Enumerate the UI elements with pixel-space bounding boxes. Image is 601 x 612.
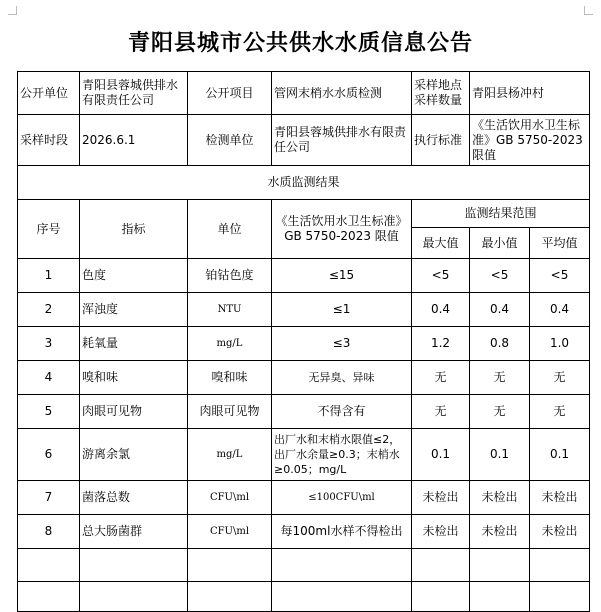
empty-cell (412, 549, 470, 582)
test-unit-value: 青阳县蓉城供排水有限责任公司 (272, 115, 412, 166)
row-min: 无 (470, 395, 530, 429)
page-title: 青阳县城市公共供水水质信息公告 (127, 31, 473, 56)
empty-cell (80, 582, 188, 612)
header-min: 最小值 (470, 228, 530, 259)
row-limit: ≤100CFU\ml (272, 481, 412, 515)
row-min: 未检出 (470, 481, 530, 515)
row-max: 无 (412, 361, 470, 395)
disclosure-unit-label: 公开单位 (18, 72, 80, 115)
empty-row (18, 582, 590, 612)
sampling-time-label: 采样时段 (18, 115, 80, 166)
header-no: 序号 (18, 200, 80, 259)
row-indicator: 浑浊度 (80, 293, 188, 327)
empty-cell (530, 582, 590, 612)
section-title: 水质监测结果 (18, 166, 590, 200)
row-max: 1.2 (412, 327, 470, 361)
row-limit: 无异臭、异味 (272, 361, 412, 395)
row-avg: <5 (530, 259, 590, 293)
row-no: 6 (18, 429, 80, 481)
sample-site-value: 青阳县杨冲村 (470, 72, 590, 115)
row-unit: CFU\ml (188, 515, 272, 549)
empty-cell (272, 582, 412, 612)
sampling-time-value: 2026.6.1 (80, 115, 188, 166)
row-avg: 未检出 (530, 515, 590, 549)
row-avg: 1.0 (530, 327, 590, 361)
row-limit: ≤15 (272, 259, 412, 293)
empty-cell (470, 582, 530, 612)
row-max: 0.1 (412, 429, 470, 481)
row-limit: ≤3 (272, 327, 412, 361)
row-unit: NTU (188, 293, 272, 327)
empty-cell (18, 549, 80, 582)
table-row (18, 395, 590, 429)
row-avg: 无 (530, 395, 590, 429)
row-limit: ≤1 (272, 293, 412, 327)
standard-value: 《生活饮用水卫生标准》GB 5750-2023 限值 (470, 115, 590, 166)
info-row (18, 72, 590, 115)
row-max: 未检出 (412, 481, 470, 515)
row-unit: 肉眼可见物 (188, 395, 272, 429)
row-max: 0.4 (412, 293, 470, 327)
row-avg: 未检出 (530, 481, 590, 515)
empty-cell (412, 582, 470, 612)
row-no: 1 (18, 259, 80, 293)
project-value: 管网末梢水水质检测 (272, 72, 412, 115)
row-avg: 0.1 (530, 429, 590, 481)
page-corner-mark (8, 6, 17, 15)
table-row (18, 327, 590, 361)
row-no: 5 (18, 395, 80, 429)
empty-cell (272, 549, 412, 582)
row-unit: mg/L (188, 429, 272, 481)
table-row (18, 481, 590, 515)
row-indicator: 耗氧量 (80, 327, 188, 361)
table-row (18, 429, 590, 481)
table-row (18, 361, 590, 395)
empty-cell (80, 549, 188, 582)
project-label: 公开项目 (188, 72, 272, 115)
row-indicator: 菌落总数 (80, 481, 188, 515)
header-avg: 平均值 (530, 228, 590, 259)
header-row (18, 200, 590, 228)
row-unit: CFU\ml (188, 481, 272, 515)
table-row (18, 293, 590, 327)
row-max: <5 (412, 259, 470, 293)
row-min: 0.1 (470, 429, 530, 481)
empty-row (18, 549, 590, 582)
header-range: 监测结果范围 (412, 200, 590, 228)
row-no: 3 (18, 327, 80, 361)
row-limit: 不得含有 (272, 395, 412, 429)
row-avg: 0.4 (530, 293, 590, 327)
row-max: 无 (412, 395, 470, 429)
row-limit: 出厂水和末梢水限值≤2，出厂水余量≥0.3；末梢水≥0.05；mg/L (272, 429, 412, 481)
empty-cell (188, 582, 272, 612)
row-no: 2 (18, 293, 80, 327)
table-row (18, 259, 590, 293)
row-indicator: 游离余氯 (80, 429, 188, 481)
row-limit: 每100ml水样不得检出 (272, 515, 412, 549)
row-max: 未检出 (412, 515, 470, 549)
info-row (18, 115, 590, 166)
standard-label: 执行标准 (412, 115, 470, 166)
row-min: 0.8 (470, 327, 530, 361)
row-no: 7 (18, 481, 80, 515)
row-indicator: 肉眼可见物 (80, 395, 188, 429)
row-indicator: 总大肠菌群 (80, 515, 188, 549)
disclosure-unit-value: 青阳县蓉城供排水有限责任公司 (80, 72, 188, 115)
empty-cell (18, 582, 80, 612)
row-avg: 无 (530, 361, 590, 395)
header-unit: 单位 (188, 200, 272, 259)
empty-cell (188, 549, 272, 582)
section-title-row (18, 166, 590, 200)
header-indicator: 指标 (80, 200, 188, 259)
row-min: 未检出 (470, 515, 530, 549)
row-unit: mg/L (188, 327, 272, 361)
sample-site-label: 采样地点采样数量 (412, 72, 470, 115)
row-min: <5 (470, 259, 530, 293)
row-unit: 嗅和味 (188, 361, 272, 395)
test-unit-label: 检测单位 (188, 115, 272, 166)
header-max: 最大值 (412, 228, 470, 259)
header-limit: 《生活饮用水卫生标准》GB 5750-2023 限值 (272, 200, 412, 259)
empty-cell (470, 549, 530, 582)
row-indicator: 嗅和味 (80, 361, 188, 395)
row-min: 0.4 (470, 293, 530, 327)
page-corner-mark (584, 6, 593, 15)
empty-cell (530, 549, 590, 582)
row-no: 8 (18, 515, 80, 549)
row-unit: 铂钴色度 (188, 259, 272, 293)
row-indicator: 色度 (80, 259, 188, 293)
table-row (18, 515, 590, 549)
water-quality-table (17, 71, 590, 612)
row-no: 4 (18, 361, 80, 395)
row-min: 无 (470, 361, 530, 395)
